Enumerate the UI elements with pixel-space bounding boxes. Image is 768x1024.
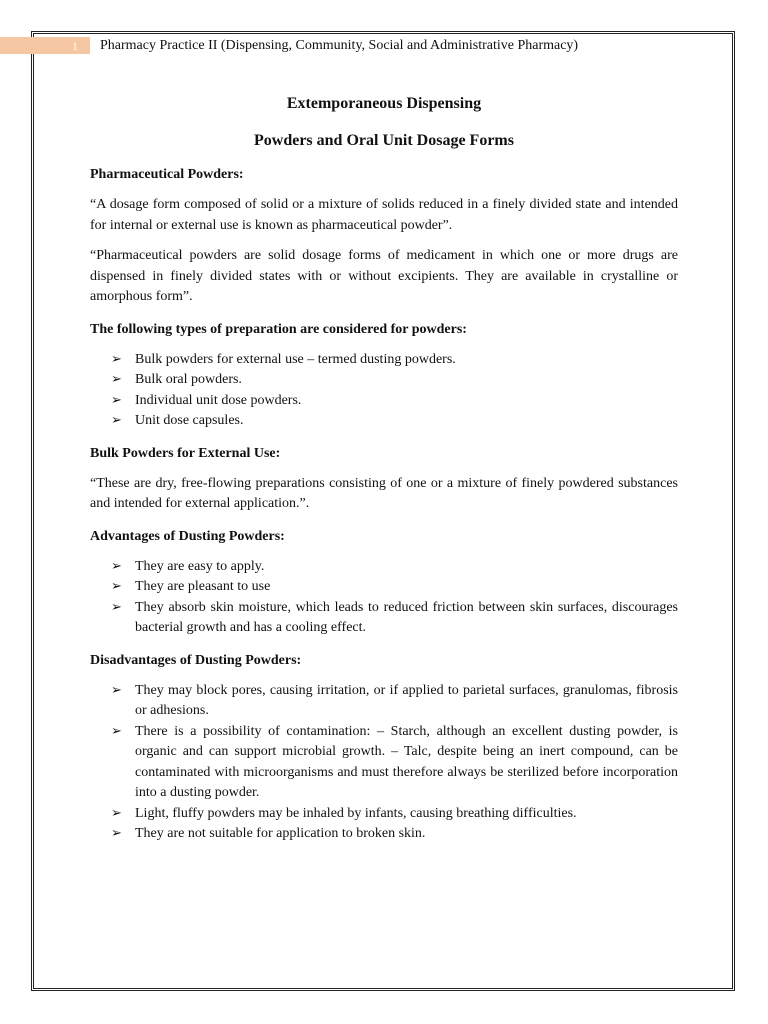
arrow-bullet-icon: ➢ (111, 372, 122, 387)
page-number: 1 (72, 39, 78, 53)
arrow-bullet-icon: ➢ (111, 351, 122, 367)
list-item-text: They are easy to apply. (135, 558, 265, 574)
list-item-text: Bulk oral powders. (135, 372, 242, 387)
disadvantages-list (90, 681, 678, 845)
section-heading-bulk-external: Bulk Powders for External Use: (90, 445, 281, 461)
arrow-bullet-icon: ➢ (111, 682, 122, 698)
list-item (111, 722, 678, 804)
document-subtitle: Powders and Oral Unit Dosage Forms (254, 132, 514, 149)
types-list (90, 350, 678, 432)
list-item-text: Light, fluffy powders may be inhaled by infants, causing breathing difficulties. (135, 805, 577, 821)
list-item-text: They are not suitable for application to broken skin. (135, 826, 426, 841)
section-heading-pharmaceutical-powders: Pharmaceutical Powders: (90, 167, 244, 182)
paragraph: “These are dry, free-flowing preparations consisting of one or a mixture of finely powdered substances and intended for external application.”. (90, 475, 678, 511)
arrow-bullet-icon: ➢ (111, 599, 122, 615)
list-item (111, 391, 678, 412)
arrow-bullet-icon: ➢ (111, 392, 122, 408)
list-item (111, 577, 678, 598)
list-item (111, 350, 678, 371)
list-item (111, 681, 678, 722)
list-item-text: They may block pores, causing irritation, or if applied to parietal surfaces, granulomas, fibrosis or adhesions. (135, 682, 678, 718)
list-item-text: Individual unit dose powders. (135, 392, 302, 408)
list-item-text: There is a possibility of contamination: – Starch, although an excellent dusting powder, is organic and can support microbial growth. – Talc, despite being an inert compound, can be contaminated with microorganisms and must therefore always be sterilized before incorporation into a dusting powder. (135, 723, 678, 800)
document-body (90, 88, 678, 845)
list-item (111, 804, 678, 825)
paragraph: “Pharmaceutical powders are solid dosage forms of medicament in which one or more drugs are dispensed in finely divided states with or without excipients. They are available in crystalline or amorphous form”. (90, 248, 678, 304)
document-title: Extemporaneous Dispensing (286, 95, 482, 112)
arrow-bullet-icon: ➢ (111, 723, 122, 739)
arrow-bullet-icon: ➢ (111, 413, 122, 428)
section-heading-advantages: Advantages of Dusting Powders: (90, 528, 285, 544)
list-item (111, 411, 678, 432)
section-heading-disadvantages: Disadvantages of Dusting Powders: (90, 652, 302, 668)
list-item-text: They absorb skin moisture, which leads to reduced friction between skin surfaces, discourages bacterial growth and has a cooling effect. (135, 599, 678, 635)
list-item-text: Unit dose capsules. (135, 413, 244, 428)
arrow-bullet-icon: ➢ (111, 826, 122, 841)
advantages-list (90, 557, 678, 639)
running-header: Pharmacy Practice II (Dispensing, Community, Social and Administrative Pharmacy) (100, 38, 579, 53)
list-item-text: They are pleasant to use (135, 579, 271, 594)
arrow-bullet-icon: ➢ (111, 558, 122, 574)
list-item (111, 557, 678, 578)
list-item (111, 370, 678, 391)
list-item-text: Bulk powders for external use – termed dusting powders. (135, 351, 456, 367)
section-heading-types: The following types of preparation are considered for powders: (90, 321, 467, 337)
list-item (111, 598, 678, 639)
paragraph: “A dosage form composed of solid or a mixture of solids reduced in a finely divided state and intended for internal or external use is known as pharmaceutical powder”. (90, 197, 678, 233)
arrow-bullet-icon: ➢ (111, 579, 122, 594)
list-item (111, 824, 678, 845)
arrow-bullet-icon: ➢ (111, 805, 122, 821)
